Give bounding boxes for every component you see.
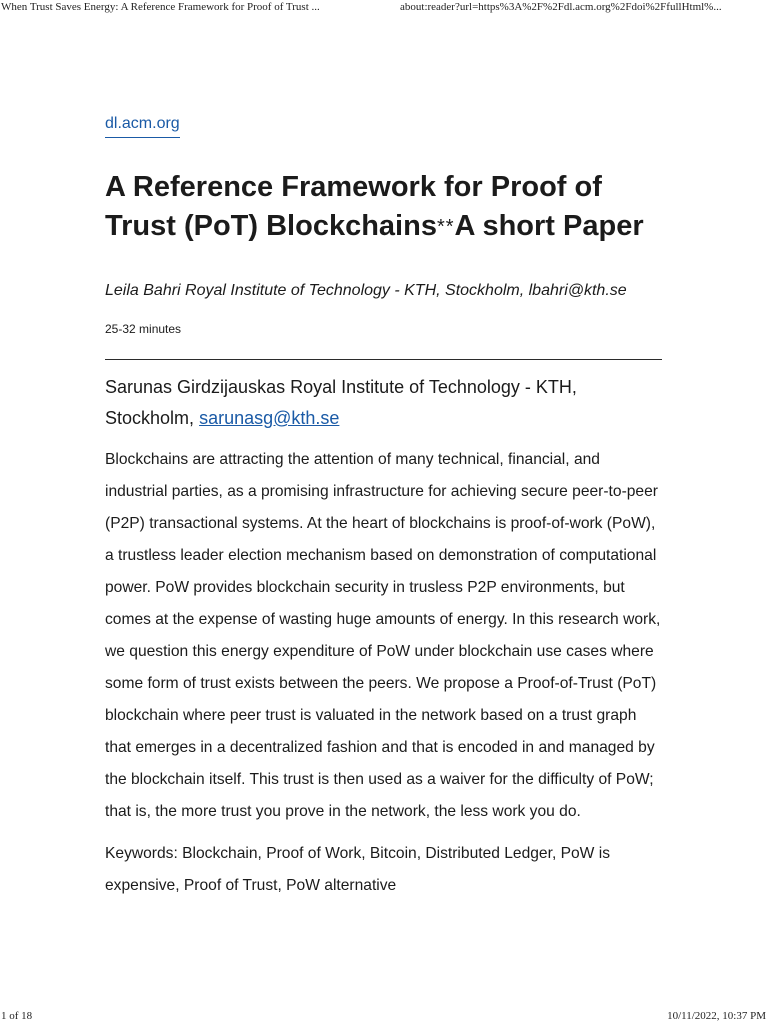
reader-content — [105, 114, 665, 902]
print-header-url: about:reader?url=https%3A%2F%2Fdl.acm.org%2Fdoi%2FfullHtml%... — [400, 1, 722, 13]
page-counter: 1 of 18 — [1, 1010, 33, 1022]
source-domain-link[interactable]: dl.acm.org — [105, 114, 180, 138]
print-header — [0, 0, 768, 16]
print-datetime: 10/11/2022, 10:37 PM — [667, 1010, 766, 1022]
print-footer — [0, 1009, 768, 1024]
reading-time: 25-32 minutes — [105, 322, 182, 336]
article-title-suffix: A short Paper — [454, 210, 644, 242]
author-byline: Leila Bahri Royal Institute of Technology - KTH, Stockholm, lbahri@kth.se — [105, 282, 627, 299]
coauthor-line — [105, 372, 665, 434]
keywords-paragraph: Keywords: Blockchain, Proof of Work, Bitcoin, Distributed Ledger, PoW is expensive, Proof of Trust, PoW alternative — [105, 845, 610, 894]
coauthor-text: Sarunas Girdzijauskas Royal Institute of Technology - KTH, Stockholm, — [105, 377, 577, 428]
header-divider — [105, 359, 662, 360]
article-title — [105, 168, 665, 247]
title-footnote-mark: ** — [436, 216, 455, 238]
abstract-paragraph: Blockchains are attracting the attention of many technical, financial, and industrial parties, as a promising infrastructure for achieving secure peer-to-peer (P2P) transactional systems. At the heart of blockchains is proof-of-work (PoW), a trustless leader election mechanism based on demonstration of computational power. PoW provides blockchain security in trusless P2P environments, but comes at the expense of wasting huge amounts of energy. In this research work, we question this energy expenditure of PoW under blockchain use cases where some form of trust exists between the peers. We propose a Proof-of-Trust (PoT) blockchain where peer trust is valuated in the network based on a trust graph that emerges in a decentralized fashion and that is encoded in and managed by the blockchain itself. This trust is then used as a waiver for the difficulty of PoW; that is, the more trust you prove in the network, the less work you do. — [105, 451, 661, 820]
article-title-main: A Reference Framework for Proof of Trust (PoT) Blockchains — [105, 171, 602, 242]
coauthor-email-link[interactable]: sarunasg@kth.se — [199, 408, 340, 428]
print-header-title: When Trust Saves Energy: A Reference Framework for Proof of Trust ... — [1, 1, 320, 13]
